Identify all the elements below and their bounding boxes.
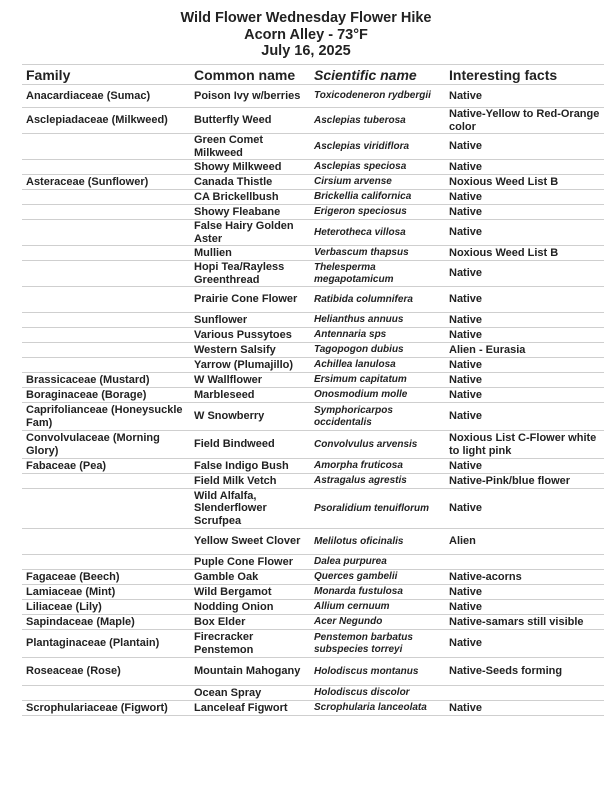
header-interesting-facts: Interesting facts (445, 65, 604, 85)
facts-cell: Noxious List C-Flower white to light pink (445, 431, 604, 459)
table-row (22, 701, 604, 716)
common-name-cell: Firecracker Penstemon (190, 630, 310, 658)
facts-cell: Native-acorns (445, 570, 604, 585)
common-name-cell: CA Brickellbush (190, 190, 310, 205)
facts-cell: Native (445, 459, 604, 474)
header-family: Family (22, 65, 190, 85)
table-row (22, 459, 604, 474)
common-name-cell: Nodding Onion (190, 600, 310, 615)
scientific-name-cell: Heterotheca villosa (310, 220, 445, 246)
family-cell (22, 489, 190, 529)
scientific-name-cell: Ersimum capitatum (310, 373, 445, 388)
scientific-name-cell: Holodiscus montanus (310, 658, 445, 686)
facts-cell: Native (445, 313, 604, 328)
facts-cell: Native (445, 388, 604, 403)
table-row (22, 134, 604, 160)
table-row (22, 615, 604, 630)
table-row (22, 529, 604, 555)
family-cell (22, 686, 190, 701)
scientific-name-cell: Antennaria sps (310, 328, 445, 343)
table-row (22, 403, 604, 431)
family-cell: Liliaceae (Lily) (22, 600, 190, 615)
scientific-name-cell: Symphoricarpos occidentalis (310, 403, 445, 431)
table-row (22, 220, 604, 246)
common-name-cell: W Snowberry (190, 403, 310, 431)
table-row (22, 658, 604, 686)
table-row (22, 686, 604, 701)
common-name-cell: Mountain Mahogany (190, 658, 310, 686)
facts-cell: Alien - Eurasia (445, 343, 604, 358)
family-cell: Fagaceae (Beech) (22, 570, 190, 585)
facts-cell: Native (445, 205, 604, 220)
facts-cell: Native (445, 328, 604, 343)
common-name-cell: Green Comet Milkweed (190, 134, 310, 160)
facts-cell: Native-Yellow to Red-Orange color (445, 108, 604, 134)
table-row (22, 261, 604, 287)
common-name-cell: Sunflower (190, 313, 310, 328)
table-row (22, 373, 604, 388)
scientific-name-cell: Thelesperma megapotamicum (310, 261, 445, 287)
table-row (22, 431, 604, 459)
flower-table (22, 64, 604, 716)
facts-cell: Native (445, 373, 604, 388)
scientific-name-cell: Allium cernuum (310, 600, 445, 615)
family-cell: Plantaginaceae (Plantain) (22, 630, 190, 658)
scientific-name-cell: Melilotus oficinalis (310, 529, 445, 555)
common-name-cell: Canada Thistle (190, 175, 310, 190)
common-name-cell: Prairie Cone Flower (190, 287, 310, 313)
common-name-cell: Ocean Spray (190, 686, 310, 701)
title-line-2: Acorn Alley - 73°F (244, 26, 368, 43)
facts-cell (445, 555, 604, 570)
facts-cell: Native (445, 489, 604, 529)
facts-cell: Native (445, 600, 604, 615)
table-row (22, 585, 604, 600)
family-cell (22, 328, 190, 343)
title-line-3: July 16, 2025 (261, 43, 351, 59)
common-name-cell: Field Bindweed (190, 431, 310, 459)
page-title (0, 10, 612, 60)
scientific-name-cell: Erigeron speciosus (310, 205, 445, 220)
facts-cell: Native (445, 190, 604, 205)
facts-cell: Native (445, 134, 604, 160)
common-name-cell: Box Elder (190, 615, 310, 630)
scientific-name-cell: Verbascum thapsus (310, 246, 445, 261)
family-cell (22, 358, 190, 373)
family-cell (22, 246, 190, 261)
family-cell: Convolvulaceae (Morning Glory) (22, 431, 190, 459)
family-cell: Asclepiadaceae (Milkweed) (22, 108, 190, 134)
family-cell (22, 205, 190, 220)
facts-cell: Native (445, 358, 604, 373)
common-name-cell: Poison Ivy w/berries (190, 85, 310, 108)
family-cell: Lamiaceae (Mint) (22, 585, 190, 600)
common-name-cell: Yarrow (Plumajillo) (190, 358, 310, 373)
family-cell (22, 313, 190, 328)
family-cell: Scrophulariaceae (Figwort) (22, 701, 190, 716)
common-name-cell: Mullien (190, 246, 310, 261)
family-cell: Fabaceae (Pea) (22, 459, 190, 474)
common-name-cell: False Hairy Golden Aster (190, 220, 310, 246)
family-cell (22, 261, 190, 287)
scientific-name-cell: Acer Negundo (310, 615, 445, 630)
facts-cell: Native (445, 261, 604, 287)
header-common-name: Common name (190, 65, 310, 85)
family-cell (22, 190, 190, 205)
table-row (22, 313, 604, 328)
scientific-name-cell: Brickellia californica (310, 190, 445, 205)
header-scientific-name: Scientific name (310, 65, 445, 85)
table-row (22, 388, 604, 403)
scientific-name-cell: Psoralidium tenuiflorum (310, 489, 445, 529)
family-cell: Sapindaceae (Maple) (22, 615, 190, 630)
scientific-name-cell: Querces gambelii (310, 570, 445, 585)
table-row (22, 175, 604, 190)
common-name-cell: Marbleseed (190, 388, 310, 403)
table-row (22, 287, 604, 313)
facts-cell: Native-Pink/blue flower (445, 474, 604, 489)
scientific-name-cell: Convolvulus arvensis (310, 431, 445, 459)
facts-cell: Alien (445, 529, 604, 555)
scientific-name-cell: Toxicodeneron rydbergii (310, 85, 445, 108)
common-name-cell: Showy Fleabane (190, 205, 310, 220)
facts-cell: Noxious Weed List B (445, 246, 604, 261)
facts-cell (445, 686, 604, 701)
facts-cell: Native (445, 85, 604, 108)
family-cell (22, 287, 190, 313)
family-cell (22, 529, 190, 555)
scientific-name-cell: Achillea lanulosa (310, 358, 445, 373)
common-name-cell: W Wallflower (190, 373, 310, 388)
scientific-name-cell: Holodiscus discolor (310, 686, 445, 701)
table-row (22, 205, 604, 220)
facts-cell: Native (445, 220, 604, 246)
common-name-cell: Yellow Sweet Clover (190, 529, 310, 555)
family-cell: Roseaceae (Rose) (22, 658, 190, 686)
scientific-name-cell: Dalea purpurea (310, 555, 445, 570)
table-row (22, 85, 604, 108)
family-cell (22, 474, 190, 489)
common-name-cell: Western Salsify (190, 343, 310, 358)
family-cell: Asteraceae (Sunflower) (22, 175, 190, 190)
facts-cell: Native (445, 287, 604, 313)
facts-cell: Native (445, 403, 604, 431)
title-line-1: Wild Flower Wednesday Flower Hike (180, 10, 432, 26)
family-cell (22, 160, 190, 175)
common-name-cell: Wild Bergamot (190, 585, 310, 600)
common-name-cell: Butterfly Weed (190, 108, 310, 134)
common-name-cell: Lanceleaf Figwort (190, 701, 310, 716)
scientific-name-cell: Amorpha fruticosa (310, 459, 445, 474)
family-cell (22, 555, 190, 570)
common-name-cell: Field Milk Vetch (190, 474, 310, 489)
common-name-cell: Gamble Oak (190, 570, 310, 585)
family-cell (22, 220, 190, 246)
scientific-name-cell: Penstemon barbatus subspecies torreyi (310, 630, 445, 658)
table-row (22, 570, 604, 585)
facts-cell: Noxious Weed List B (445, 175, 604, 190)
facts-cell: Native (445, 701, 604, 716)
facts-cell: Native-samars still visible (445, 615, 604, 630)
common-name-cell: Showy Milkweed (190, 160, 310, 175)
table-row (22, 555, 604, 570)
facts-cell: Native (445, 585, 604, 600)
facts-cell: Native (445, 160, 604, 175)
table-row (22, 489, 604, 529)
common-name-cell: Puple Cone Flower (190, 555, 310, 570)
common-name-cell: Wild Alfalfa, Slenderflower Scrufpea (190, 489, 310, 529)
table-body (22, 85, 604, 716)
family-cell: Boraginaceae (Borage) (22, 388, 190, 403)
family-cell: Brassicaceae (Mustard) (22, 373, 190, 388)
table-row (22, 343, 604, 358)
facts-cell: Native-Seeds forming (445, 658, 604, 686)
common-name-cell: Hopi Tea/Rayless Greenthread (190, 261, 310, 287)
table-row (22, 358, 604, 373)
family-cell (22, 134, 190, 160)
table-row (22, 328, 604, 343)
common-name-cell: Various Pussytoes (190, 328, 310, 343)
scientific-name-cell: Asclepias viridiflora (310, 134, 445, 160)
table-row (22, 630, 604, 658)
scientific-name-cell: Asclepias speciosa (310, 160, 445, 175)
table-row (22, 474, 604, 489)
family-cell: Caprifolianceae (Honeysuckle Fam) (22, 403, 190, 431)
scientific-name-cell: Ratibida columnifera (310, 287, 445, 313)
family-cell: Anacardiaceae (Sumac) (22, 85, 190, 108)
table-row (22, 190, 604, 205)
table-row (22, 108, 604, 134)
facts-cell: Native (445, 630, 604, 658)
scientific-name-cell: Astragalus agrestis (310, 474, 445, 489)
table-header-row (22, 65, 604, 85)
table-row (22, 600, 604, 615)
scientific-name-cell: Cirsium arvense (310, 175, 445, 190)
family-cell (22, 343, 190, 358)
scientific-name-cell: Helianthus annuus (310, 313, 445, 328)
scientific-name-cell: Monarda fustulosa (310, 585, 445, 600)
scientific-name-cell: Onosmodium molle (310, 388, 445, 403)
scientific-name-cell: Tagopogon dubius (310, 343, 445, 358)
scientific-name-cell: Asclepias tuberosa (310, 108, 445, 134)
table-row (22, 160, 604, 175)
common-name-cell: False Indigo Bush (190, 459, 310, 474)
scientific-name-cell: Scrophularia lanceolata (310, 701, 445, 716)
table-row (22, 246, 604, 261)
